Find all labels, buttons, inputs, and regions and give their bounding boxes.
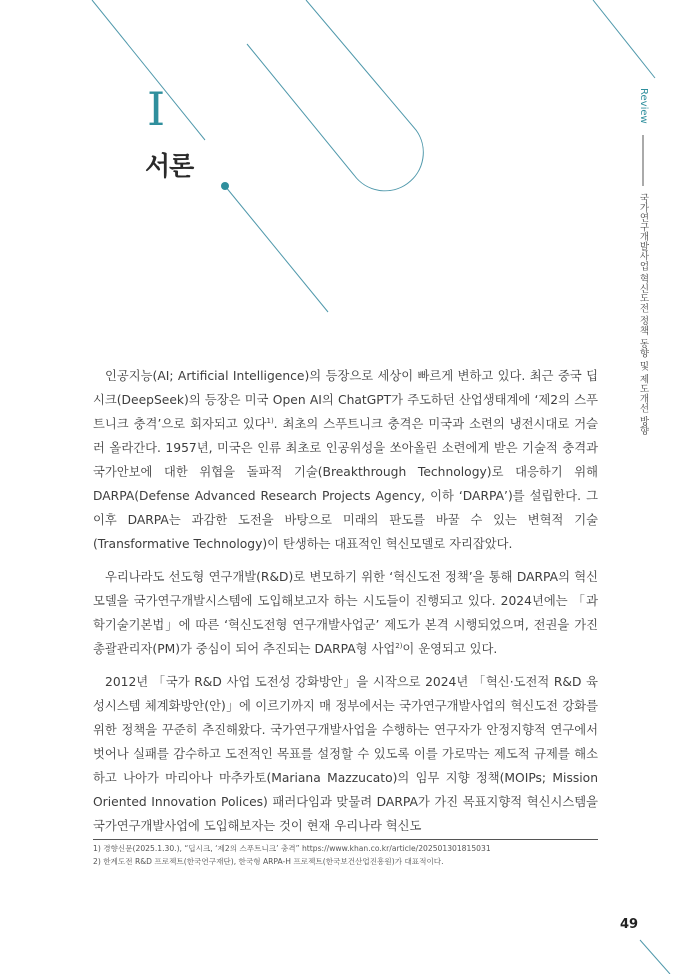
chapter-numeral: I — [147, 82, 166, 136]
chapter-title: 서론 — [145, 152, 194, 182]
diagonal-line-bottom-right — [640, 940, 670, 974]
section-label: Review — [638, 88, 649, 124]
paragraph-1: 인공지능(AI; Artificial Intelligence)의 등장으로 세상이 빠르게 변하고 있다. 최근 중국 딥시크(DeepSeek)의 등장은 미국 Open AI의 ChatGPT가 주도하던 산업생태계에 ‘제2의 스푸트니크 충격’으로 회자되고 있다$^{1)}$. 최초의 스푸트니크 충격은 미국과 소련의 냉전시대로 거슬러 올라간다. 1957년, 미국은 인류 최초로 인공위성을 쏘아올린 소련에게 받은 기술적 충격과 국가안보에 대한 위협을 돌파적 기술(Breakthrough Technology)로 대응하기 위해 DARPA(Defense Advanced Research Projects Agency, 이하 ‘DARPA’)를 설립한다. 그 이후 DARPA는 과감한 도전을 바탕으로 미래의 판도를 바꿀 수 있는 변혁적 기술(Transformative Technology)이 탄생하는 대표적인 혁신모델로 자리잡았다. — [93, 369, 598, 551]
paragraph-2: 우리나라도 선도형 연구개발(R&D)로 변모하기 위한 ‘혁신도전 정책’을 통해 DARPA의 혁신모델을 국가연구개발시스템에 도입해보고자 하는 시도들이 진행되고 있다. 2024년에는 「과학기술기본법」에 따른 ‘혁신도전형 연구개발사업군’ 제도가 본격 시행되었으며, 전권을 가진 총괄관리자(PM)가 중심이 되어 추진되는 DARPA형 사업$^{2)}$이 운영되고 있다. — [93, 570, 598, 656]
footnote-2: 2) 한계도전 R&D 프로젝트(한국연구재단), 한국형 ARPA-H 프로젝트(한국보건산업진흥원)가 대표적이다. — [93, 856, 444, 866]
footnote-1: 1) 경향신문(2025.1.30.), “딥시크, ‘제2의 스푸트니크’ 충격” https://www.khan.co.kr/article/202501301815031 — [93, 844, 491, 853]
footnote-ref-1: 1) — [266, 416, 274, 425]
dot-marker — [221, 182, 229, 190]
diagonal-line-mid — [225, 186, 328, 312]
running-title: 국가연구개발사업 혁신도전 정책 동향 및 제도개선 방향 — [637, 193, 649, 436]
footnote-divider — [93, 839, 598, 840]
body-text — [93, 364, 598, 847]
footnote-ref-2: 2) — [395, 641, 403, 650]
footnotes — [93, 843, 598, 868]
diagonal-line-top-right — [593, 0, 655, 78]
curved-ribbon-line — [247, 0, 423, 191]
paragraph-3: 2012년 「국가 R&D 사업 도전성 강화방안」을 시작으로 2024년 「혁신·도전적 R&D 육성시스템 체계화방안(안)」에 이르기까지 매 정부에서는 국가연구개발사업의 혁신도전 강화를 위한 정책을 꾸준히 추진해왔다. 국가연구개발사업을 수행하는 연구자가 안정지향적 연구에서 벗어나 실패를 감수하고 도전적인 목표를 설정할 수 있도록 이를 가로막는 제도적 규제를 해소하고 나아가 마리아나 마추카토(Mariana Mazzucato)의 임무 지향 정책(MOIPs; Mission Oriented Innovation Polices) 패러다임과 맞물려 DARPA가 가진 목표지향적 혁신시스템을 국가연구개발사업에 도입해보자는 것이 현재 우리나라 혁신도 — [93, 675, 598, 833]
page-number: 49 — [620, 917, 639, 932]
